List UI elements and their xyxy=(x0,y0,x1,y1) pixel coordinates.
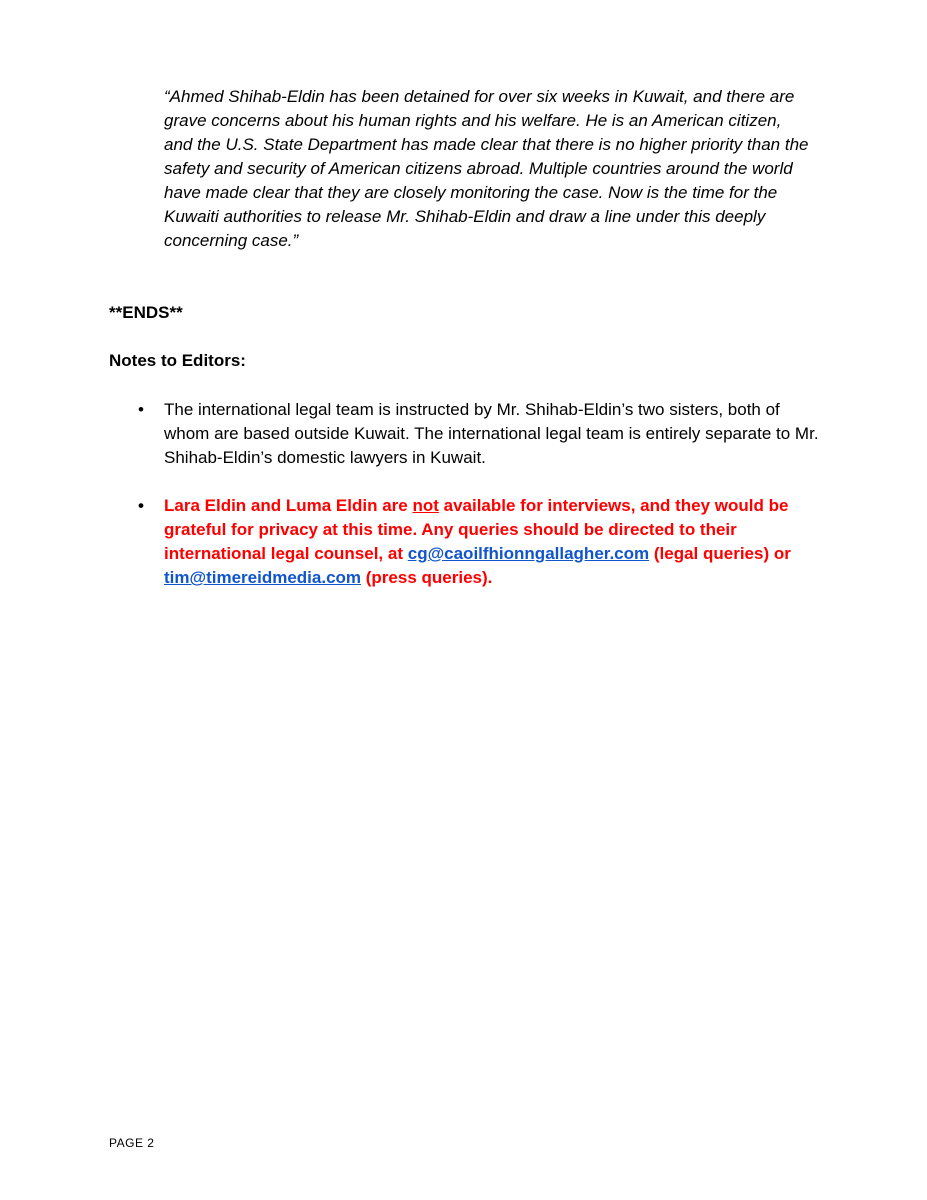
note-contact-part4: (press queries). xyxy=(361,568,493,587)
press-email-link[interactable]: tim@timereidmedia.com xyxy=(164,568,362,587)
legal-email-link[interactable]: cg@caoilfhionngallagher.com xyxy=(407,544,650,563)
note-contact-part3: (legal queries) or xyxy=(649,544,791,563)
ends-marker: **ENDS** xyxy=(109,303,183,322)
bullet-icon: • xyxy=(138,496,144,515)
note-legal-team: The international legal team is instructed by Mr. Shihab-Eldin’s two sisters, both of whom are based outside Kuwait. The international legal team is entirely separate to Mr. Shihab-Eldin’s domestic lawyers in Kuwait. xyxy=(164,400,819,467)
note-contact-emphasis: not xyxy=(412,496,439,515)
notes-list xyxy=(109,398,819,590)
list-item xyxy=(109,494,819,590)
quote-paragraph: “Ahmed Shihab-Eldin has been detained for over six weeks in Kuwait, and there are grave concerns about his human rights and his welfare. He is an American citizen, and the U.S. State Department has made clear that there is no higher priority than the safety and security of American citizens abroad. Multiple countries around the world have made clear that they are closely monitoring the case. Now is the time for the Kuwaiti authorities to release Mr. Shihab-Eldin and draw a line under this deeply concerning case.” xyxy=(164,87,809,250)
list-item xyxy=(109,398,819,470)
page-number: PAGE 2 xyxy=(109,1136,155,1150)
notes-to-editors-heading: Notes to Editors: xyxy=(109,351,246,370)
note-contact-part1: Lara Eldin and Luma Eldin are xyxy=(164,496,413,515)
bullet-icon: • xyxy=(138,400,144,419)
note-contact-part2: available for interviews, and they would be grateful for privacy at this time. Any queries should be directed to their international legal counsel, at xyxy=(164,496,789,563)
